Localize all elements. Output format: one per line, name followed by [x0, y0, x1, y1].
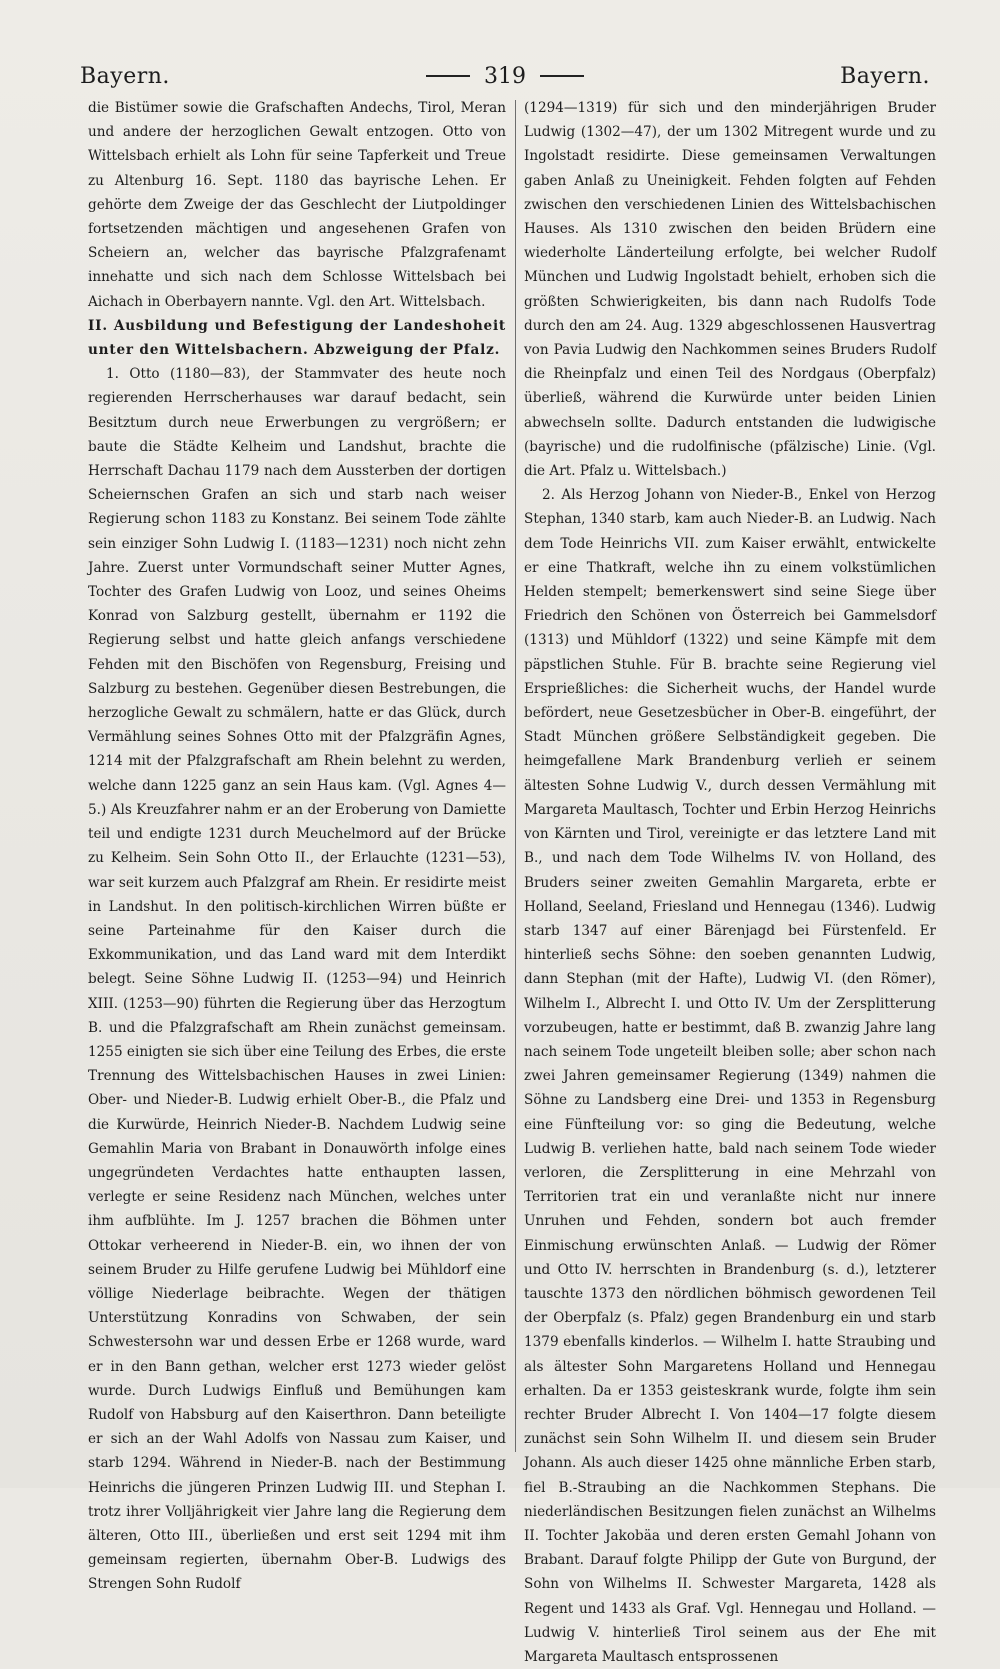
- section-heading: II. Ausbildung und Befestigung der Landeshoheit unter den Wittelsbachern. Abzweigung der Pfalz.: [88, 317, 506, 359]
- header-rule-left: [426, 75, 470, 77]
- page-number: 319: [484, 63, 526, 89]
- right-paragraph-2: 2. Als Herzog Johann von Nieder-B., Enkel von Herzog Stephan, 1340 starb, kam auch Nieder-B. an Ludwig. Nach dem Tode Heinrichs VII. zum Kaiser erwählt, entwickelte er eine Thatkraft, welche ihn zu einem volkstümlichen Helden stempelt; bemerkenswert sind seine Siege über Friedrich den Schönen von Österreich bei Gammelsdorf (1313) und Mühldorf (1322) und seine Kämpfe mit dem päpstlichen Stuhle. Für B. brachte seine Regierung viel Ersprießliches: die Sicherheit wuchs, der Handel wurde befördert, neue Gesetzesbücher in Ober-B. eingeführt, der Stadt München größere Selbständigkeit gegeben. Die heimgefallene Mark Brandenburg verlieh er seinem ältesten Sohne Ludwig V., durch dessen Vermählung mit Margareta Maultasch, Tochter und Erbin Herzog Heinrichs von Kärnten und Tirol, vereinigte er das letztere Land mit B., und nach dem Tode Wilhelms IV. von Holland, des Bruders seiner zweiten Gemahlin Margareta, erbte er Holland, Seeland, Friesland und Hennegau (1346). Ludwig starb 1347 auf einer Bärenjagd bei Fürstenfeld. Er hinterließ sechs Söhne: den soeben genannten Ludwig, dann Stephan (mit der Hafte), Ludwig VI. (den Römer), Wilhelm I., Albrecht I. und Otto IV. Um der Zersplitterung vorzubeugen, hatte er bestimmt, daß B. zwanzig Jahre lang nach seinem Tode ungeteilt bleiben solle; aber schon nach zwei Jahren gemeinsamer Regierung (1349) nahmen die Söhne zu Landsberg eine Drei- und 1353 in Regensburg eine Fünfteilung vor: so ging die Bedeutung, welche Ludwig B. verliehen hatte, bald nach seinem Tode wieder verloren, die Zersplitterung in eine Mehrzahl von Territorien trat ein und veranlaßte nicht nur innere Unruhen und Fehden, sondern bot auch fremder Einmischung erwünschten Anlaß. — Ludwig der Römer und Otto IV. herrschten in Brandenburg (s. d.), letzterer tauschte 1373 den nördlichen böhmisch gewordenen Teil der Oberpfalz (s. Pfalz) gegen Brandenburg ein und starb 1379 ebenfalls kinderlos. — Wilhelm I. hatte Straubing und als ältester Sohn Margaretens Holland und Hennegau erhalten. Da er 1353 geisteskrank wurde, folgte ihm sein rechter Bruder Albrecht I. Von 1404—17 folgte diesem zunächst sein Sohn Wilhelm II. und diesem sein Bruder Johann. Als auch dieser 1425 ohne männliche Erben starb, fiel B.-Straubing an die Nachkommen Stephans. Die niederländischen Besitzungen fielen zunächst an Wilhelms II. Tochter Jakobäa und deren ersten Gemahl Johann von Brabant. Darauf folgte Philipp der Gute von Burgund, der Sohn von Wilhelms II. Schwester Margareta, 1428 als Regent und 1433 als Graf. Vgl. Hennegau und Holland. — Ludwig V. hinterließ Tirol seinem aus der Ehe mit Margareta Maultasch entsprossenen: [524, 487, 936, 1665]
- left-paragraph-1: die Bistümer sowie die Grafschaften Andechs, Tirol, Meran und andere der herzoglichen Gewalt entzogen. Otto von Wittelsbach erhielt als Lohn für seine Tapferkeit und Treue zu Altenburg 16. Sept. 1180 das bayrische Lehen. Er gehörte dem Zweige der das Geschlecht der Liutpoldinger fortsetzenden mächtigen und angesehenen Grafen von Scheiern an, welcher das bayrische Pfalzgrafenamt innehatte und sich nach dem Schlosse Wittelsbach bei Aichach in Oberbayern nannte. Vgl. den Art. Wittelsbach.: [88, 100, 506, 310]
- left-column: [88, 96, 506, 1593]
- right-paragraph-1: (1294—1319) für sich und den minderjährigen Bruder Ludwig (1302—47), der um 1302 Mitregent wurde und zu Ingolstadt residirte. Diese gemeinsamen Verwaltungen gaben Anlaß zu Uneinigkeit. Fehden folgten auf Fehden zwischen den verschiedenen Linien des Wittelsbachischen Hauses. Als 1310 zwischen den beiden Brüdern eine wiederholte Länderteilung erfolgte, bei welcher Rudolf München und Ludwig Ingolstadt behielt, erhoben sich die größten Schwierigkeiten, bis dann nach Rudolfs Tode durch den am 24. Aug. 1329 abgeschlossenen Hausvertrag von Pavia Ludwig den Nachkommen seines Bruders Rudolf die Rheinpfalz und einen Teil des Nordgaus (Oberpfalz) überließ, während die Kurwürde unter beiden Linien abwechseln sollte. Dadurch entstanden die ludwigische (bayrische) und die rudolfinische (pfälzische) Linie. (Vgl. die Art. Pfalz u. Wittelsbach.): [524, 100, 936, 480]
- page-number-group: [426, 64, 584, 89]
- running-head-left: Bayern.: [80, 63, 170, 89]
- header-rule-right: [540, 75, 584, 77]
- left-paragraph-2: 1. Otto (1180—83), der Stammvater des heute noch regierenden Herrscherhauses war darauf bedacht, sein Besitztum durch neue Erwerbungen zu vergrößern; er baute die Städte Kelheim und Landshut, brachte die Herrschaft Dachau 1179 nach dem Aussterben der dortigen Scheiernschen Grafen an sich und starb nach weiser Regierung schon 1183 zu Konstanz. Bei seinem Tode zählte sein einziger Sohn Ludwig I. (1183—1231) noch nicht zehn Jahre. Zuerst unter Vormundschaft seiner Mutter Agnes, Tochter des Grafen Ludwig von Looz, und seines Oheims Konrad von Salzburg gestellt, übernahm er 1192 die Regierung selbst und hatte gleich anfangs verschiedene Fehden mit den Bischöfen von Regensburg, Freising und Salzburg zu bestehen. Gegenüber diesen Bestrebungen, die herzogliche Gewalt zu schmälern, hatte er das Glück, durch Vermählung seines Sohnes Otto mit der Pfalzgräfin Agnes, 1214 mit der Pfalzgrafschaft am Rhein belehnt zu werden, welche dann 1225 ganz an sein Haus kam. (Vgl. Agnes 4—5.) Als Kreuzfahrer nahm er an der Eroberung von Damiette teil und endigte 1231 durch Meuchelmord auf der Brücke zu Kelheim. Sein Sohn Otto II., der Erlauchte (1231—53), war seit kurzem auch Pfalzgraf am Rhein. Er residirte meist in Landshut. In den politisch-kirchlichen Wirren büßte er seine Parteinahme für den Kaiser durch die Exkommunikation, und das Land ward mit dem Interdikt belegt. Seine Söhne Ludwig II. (1253—94) und Heinrich XIII. (1253—90) führten die Regierung über das Herzogtum B. und die Pfalzgrafschaft am Rhein zunächst gemeinsam. 1255 einigten sie sich über eine Teilung des Erbes, die erste Trennung des Wittelsbachischen Hauses in zwei Linien: Ober- und Nieder-B. Ludwig erhielt Ober-B., die Pfalz und die Kurwürde, Heinrich Nieder-B. Nachdem Ludwig seine Gemahlin Maria von Brabant in Donauwörth infolge eines ungegründeten Verdachtes hatte enthaupten lassen, verlegte er seine Residenz nach München, welches unter ihm aufblühte. Im J. 1257 brachen die Böhmen unter Ottokar verheerend in Nieder-B. ein, wo ihnen der von seinem Bruder zu Hilfe gerufene Ludwig bei Mühldorf eine völlige Niederlage beibrachte. Wegen der thätigen Unterstützung Konradins von Schwaben, der sein Schwestersohn war und dessen Erbe er 1268 wurde, ward er in den Bann gethan, welcher erst 1273 wieder gelöst wurde. Durch Ludwigs Einfluß und Bemühungen kam Rudolf von Habsburg auf den Kaiserthron. Dann beteiligte er sich an der Wahl Adolfs von Nassau zum Kaiser, und starb 1294. Während in Nieder-B. nach der Bestimmung Heinrichs die jüngeren Prinzen Ludwig III. und Stephan I. trotz ihrer Volljährigkeit vier Jahre lang die Regierung dem älteren, Otto III., überließen und erst seit 1294 mit ihm gemeinsam regierten, übernahm Ober-B. Ludwigs des Strengen Sohn Rudolf: [88, 366, 506, 1593]
- running-head-right: Bayern.: [840, 63, 930, 89]
- page-header: [80, 58, 930, 94]
- column-divider: [515, 100, 516, 1452]
- right-column: [524, 96, 936, 1665]
